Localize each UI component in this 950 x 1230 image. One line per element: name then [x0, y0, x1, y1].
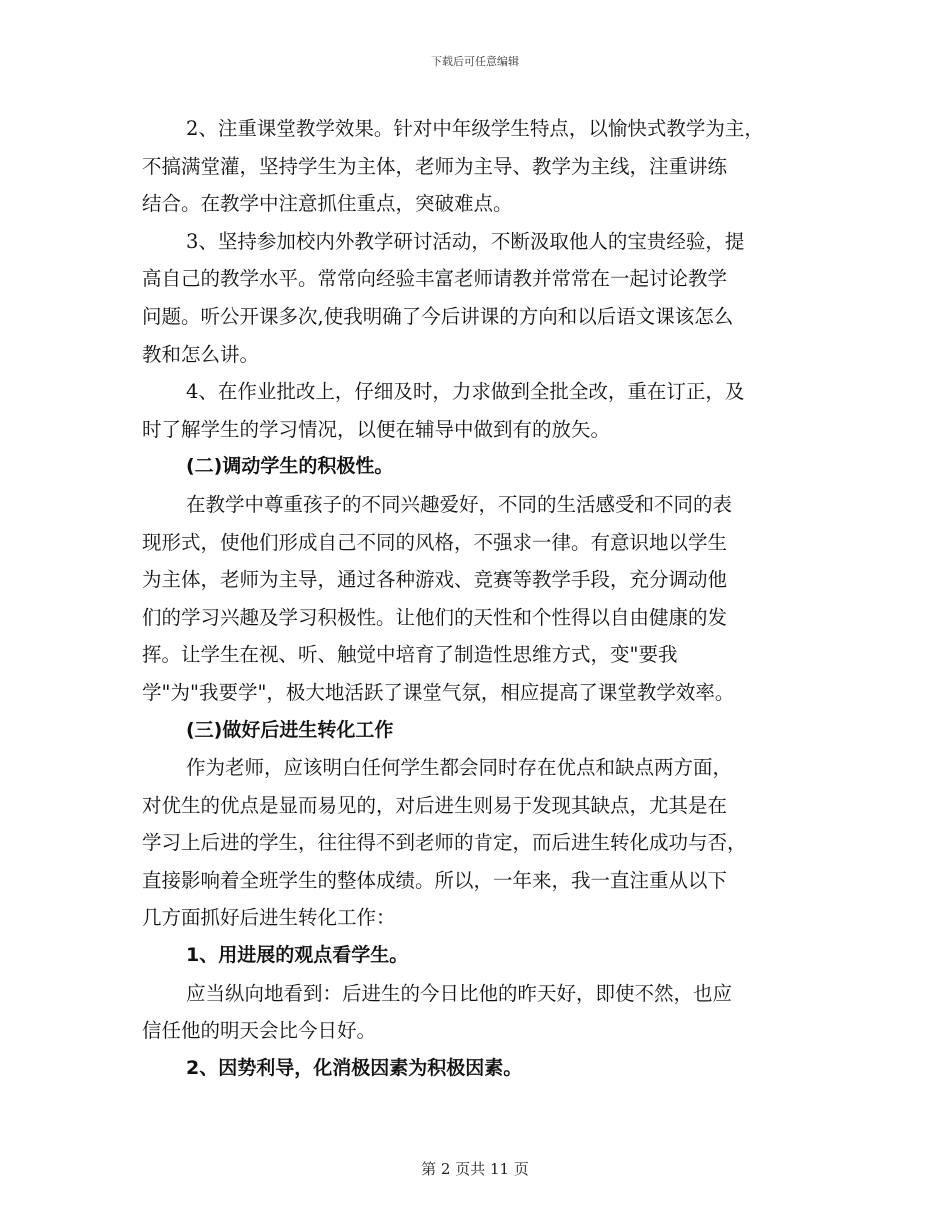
text-line: 信任他的明天会比今日好。 — [142, 1019, 377, 1043]
text-line: 现形式，使他们形成自己不同的风格，不强求一律。有意识地以学生 — [142, 530, 728, 554]
page-header: 下载后可任意编辑 — [431, 55, 519, 68]
text-line: 问题。听公开课多次,使我明确了今后讲课的方向和以后语文课该怎么 — [142, 304, 734, 328]
text-line: 学习上后进的学生，往往得不到老师的肯定，而后进生转化成功与否， — [142, 831, 747, 855]
text-line: 直接影响着全班学生的整体成绩。所以，一年来，我一直注重从以下 — [142, 868, 728, 892]
text-line: 作为老师，应该明白任何学生都会同时存在优点和缺点两方面， — [186, 756, 733, 780]
section-heading: 1、用进展的观点看学生。 — [186, 944, 409, 967]
text-line: 应当纵向地看到：后进生的今日比他的昨天好，即使不然，也应 — [186, 981, 733, 1005]
text-line: 高自己的教学水平。常常向经验丰富老师请教并常常在一起讨论教学 — [142, 267, 728, 291]
section-heading: 2、因势利导，化消极因素为积极因素。 — [186, 1056, 523, 1079]
text-line: 挥。让学生在视、听、触觉中培育了制造性思维方式，变"要我 — [142, 643, 678, 667]
page-footer: 第 2 页共 11 页 — [421, 1160, 529, 1178]
text-line: 不搞满堂灌，坚持学生为主体，老师为主导、教学为主线，注重讲练 — [142, 154, 728, 178]
text-line: 结合。在教学中注意抓住重点，突破难点。 — [142, 192, 513, 216]
text-line: 2、注重课堂教学效果。针对中年级学生特点，以愉快式教学为主， — [186, 117, 764, 140]
text-line: 几方面抓好后进生转化工作： — [142, 906, 396, 930]
text-line: 教和怎么讲。 — [142, 342, 260, 366]
text-line: 对优生的优点是显而易见的，对后进生则易于发现其缺点，尤其是在 — [142, 793, 728, 817]
section-heading: (二)调动学生的积极性。 — [186, 455, 394, 478]
text-line: 们的学习兴趣及学习积极性。让他们的天性和个性得以自由健康的发 — [142, 605, 728, 629]
document-body — [142, 110, 812, 1087]
section-heading: (三)做好后进生转化工作 — [186, 718, 394, 741]
text-line: 在教学中尊重孩子的不同兴趣爱好，不同的生活感受和不同的表 — [186, 492, 733, 516]
text-line: 4、在作业批改上，仔细及时，力求做到全批全改，重在订正，及 — [186, 380, 745, 404]
text-line: 3、坚持参加校内外教学研讨活动，不断汲取他人的宝贵经验，提 — [186, 229, 745, 253]
text-line: 学"为"我要学"，极大地活跃了课堂气氛，相应提高了课堂教学效率。 — [142, 680, 735, 704]
text-line: 时了解学生的学习情况，以便在辅导中做到有的放矢。 — [142, 417, 611, 441]
text-line: 为主体，老师为主导，通过各种游戏、竞赛等教学手段，充分调动他 — [142, 568, 728, 592]
